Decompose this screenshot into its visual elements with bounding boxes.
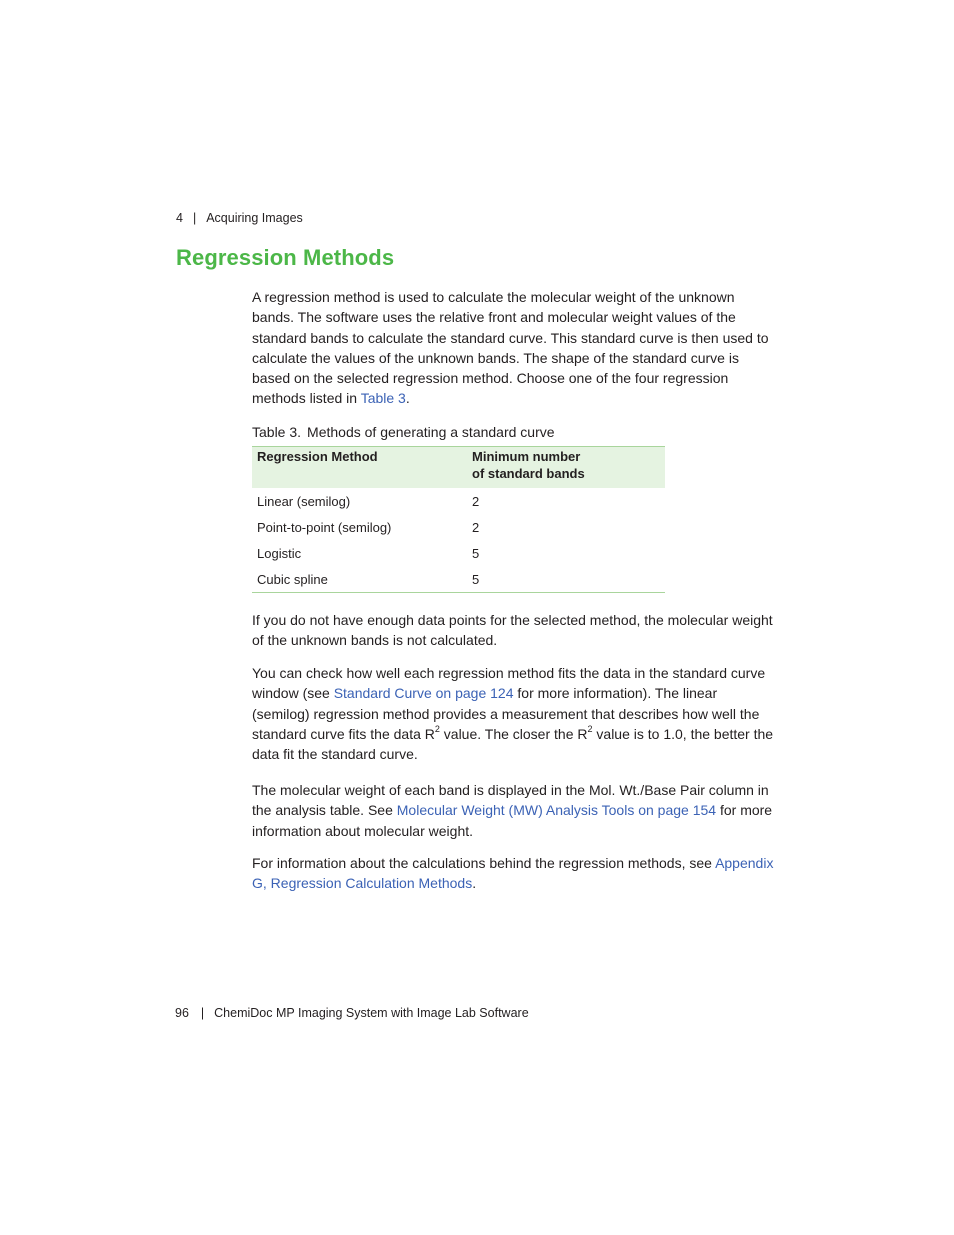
superscript-2: 2 — [434, 724, 440, 735]
table-caption-label: Table 3. — [252, 424, 302, 440]
standard-curve-link[interactable]: Standard Curve on page 124 — [333, 685, 514, 702]
book-title: ChemiDoc MP Imaging System with Image Lab Software — [214, 1006, 529, 1020]
min-bands-cell: 2 — [472, 493, 480, 509]
method-cell: Linear (semilog) — [257, 493, 351, 509]
mw-text-end: for more information about molecular weight. — [252, 802, 773, 839]
table-row — [252, 488, 665, 514]
page-title: Regression Methods — [176, 245, 395, 270]
appendix-text-end: . — [472, 875, 477, 892]
appendix-paragraph — [252, 853, 777, 894]
mw-text-pre: The molecular weight of each band is displayed in the Mol. Wt./Base Pair column in the analysis table. See — [252, 782, 769, 819]
intro-paragraph — [252, 287, 777, 409]
insufficient-data-paragraph: If you do not have enough data points for the selected method, the molecular weight of the unknown bands is not calculated. — [252, 612, 773, 649]
table-caption — [252, 424, 555, 440]
footer-separator: | — [200, 1006, 205, 1020]
mw-analysis-tools-link[interactable]: Molecular Weight (MW) Analysis Tools on page 154 — [396, 802, 717, 819]
molecular-weight-paragraph — [252, 780, 777, 841]
superscript-2: 2 — [587, 724, 593, 735]
min-bands-cell: 2 — [472, 519, 480, 535]
method-cell: Logistic — [257, 545, 302, 561]
intro-text: A regression method is used to calculate the molecular weight of the unknown bands. The software uses the relative front and molecular weight values of the standard bands to calculate the standard curve. This standard curve is then used to calculate the values of the unknown bands. The shape of the standard curve is based on the selected regression method. Choose one of the four regression methods listed in — [252, 289, 769, 407]
intro-end: . — [405, 390, 410, 407]
method-cell: Point-to-point (semilog) — [257, 519, 392, 535]
page-number: 96 — [175, 1006, 189, 1020]
fit-text-end: value is to 1.0, the better the data fit the standard curve. — [252, 725, 774, 763]
appendix-g-link[interactable]: Appendix G, Regression Calculation Methods — [252, 855, 774, 892]
appendix-text-pre: For information about the calculations behind the regression methods, see — [252, 855, 716, 871]
section-name: Acquiring Images — [206, 211, 303, 225]
chapter-number: 4 — [176, 211, 183, 225]
column-header-min-bands — [467, 447, 665, 489]
header-separator: | — [192, 211, 197, 225]
table-caption-text: Methods of generating a standard curve — [307, 424, 555, 440]
method-cell: Cubic spline — [252, 566, 467, 593]
table-row — [252, 514, 665, 540]
fit-paragraph — [252, 663, 777, 764]
regression-methods-table — [252, 446, 665, 593]
running-footer — [175, 1006, 529, 1020]
fit-text-pre: You can check how well each regression method fits the data in the standard curve window (see — [252, 665, 766, 702]
column-header-min-bands-line1: Minimum number — [472, 449, 581, 464]
column-header-method: Regression Method — [252, 447, 467, 489]
column-header-min-bands-line2: of standard bands — [472, 466, 585, 481]
running-header — [176, 211, 303, 225]
table-header-row — [252, 447, 665, 489]
table-3-link[interactable]: Table 3 — [360, 390, 406, 407]
table-row — [252, 566, 665, 593]
min-bands-cell: 5 — [467, 566, 665, 593]
min-bands-cell: 5 — [472, 545, 480, 561]
fit-text-mid2: value. The closer the R — [439, 725, 588, 742]
table-row — [252, 540, 665, 566]
fit-text-mid: for more information). The linear (semilog) regression method provides a measurement that describes how well the standard curve fits the data R — [252, 685, 760, 742]
